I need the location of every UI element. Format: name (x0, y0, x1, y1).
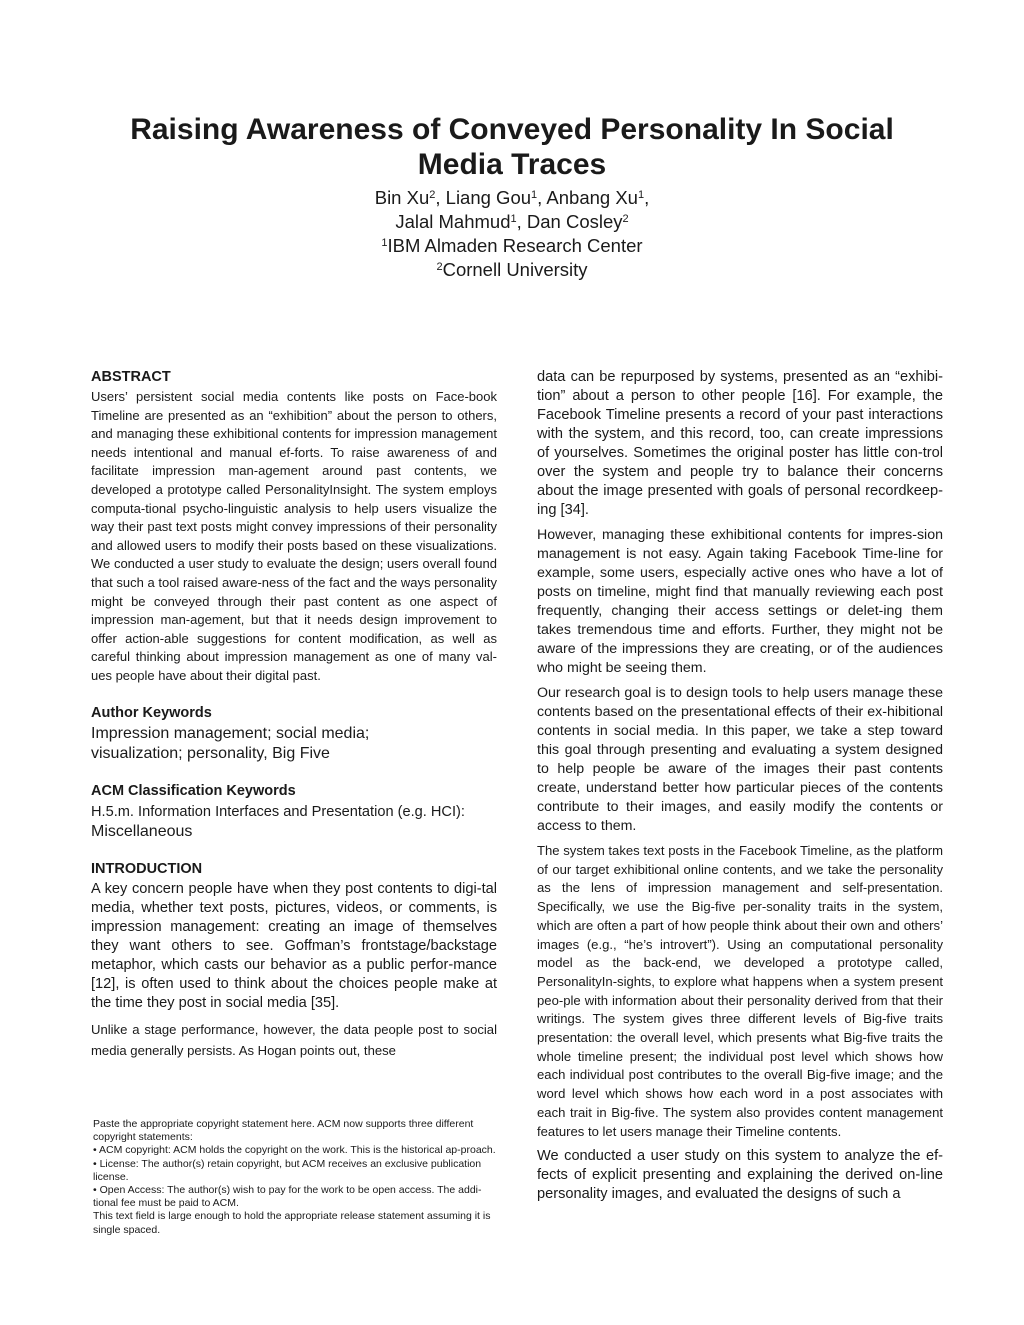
author-keywords-line-2: visualization; personality, Big Five (91, 744, 330, 762)
acm-classification-line-1: H.5.m. Information Interfaces and Presentation (e.g. HCI): (91, 803, 465, 820)
introduction-paragraph-1: A key concern people have when they post contents to digi-tal media, whether text posts, pictures, videos, or comments, is impression management: creating an image of themselves they want others to see. Goffman’s frontstage/backstage metaphor, which casts our behavior as a public perfor-mance [12], is often used to think about the choices people make at the time they post in social media [35]. (91, 880, 497, 1011)
body-paragraph-5: We conducted a user study on this system to analyze the ef-fects of explicit presenting and explaining the derived on-line personality images, and evaluated the designs of such a (537, 1148, 943, 1203)
copyright-item: • License: The author(s) retain copyright, but ACM receives an exclusive publication license. (93, 1157, 482, 1183)
affiliation-2 (90, 258, 934, 282)
body-paragraph-4: The system takes text posts in the Facebook Timeline, as the platform of our target exhibitional online contents, and we take the personality as the lens of impression management and self-presentation. Specifically, we use the Big-five per-sonality traits in the system, which are often a part of how people think about their own and others’ images (e.g., “he’s introvert”). Using an computational personality model as the back-end, we developed a prototype called, PersonalityIn-sights, to explore what happens when a system present peo-ple with information about their personality derived from that their writings. The system gives three different levels of Big-five traits presentation: the overall level, which presents what Big-five traits the whole timeline present; the individual post level which shows how each individual post contributes to the overall Big-five image; and the word level which shows how each word in a post associates with each trait in Big-five. The system also provides content management features to let users manage their Timeline contents. (537, 843, 943, 1139)
introduction-heading: INTRODUCTION (91, 860, 203, 877)
author-name: Bin Xu (374, 187, 430, 208)
affiliation-mark: 2 (622, 213, 629, 225)
affiliation-mark: 2 (429, 189, 436, 201)
affiliation-mark: 1 (510, 213, 517, 225)
paper-title: Raising Awareness of Conveyed Personality In Social Media Traces (130, 113, 894, 181)
introduction-paragraph-2: Unlike a stage performance, however, the data people post to social media generally persists. As Hogan points out, these (91, 1021, 497, 1058)
affiliation-name: Cornell University (442, 259, 588, 280)
author-name: Dan Cosley (526, 211, 623, 232)
affiliation-mark: 1 (381, 237, 388, 249)
acm-classification-line-2: Miscellaneous (91, 822, 193, 840)
copyright-item: • Open Access: The author(s) wish to pay for the work to be open access. The addi-tional fee must be paid to ACM. (93, 1184, 482, 1210)
abstract-text: Users’ persistent social media contents like posts on Face-book Timeline are presented as an “exhibition” about the person to others, and managing these exhibitional contents for impression management needs intentional and manual ef-forts. To raise awareness of and facilitate impression man-agement around past contents, we developed a prototype called PersonalityInsight. The system employs computa-tional psycho-linguistic analysis to help users visualize the way their past text posts might convey impressions of their personality and allowed users to modify their posts based on these visualizations. We conducted a user study to evaluate the design; users overall found that such a tool raised aware-ness of the fact and the ways personality might be conveyed through their past content as one aspect of impression man-agement, but that it needs design improvement to offer action-able suggestions for content modification, as well as careful thinking about impression management as one of many val-ues people have about their digital past. (91, 389, 497, 683)
affiliation-mark: 2 (436, 261, 443, 273)
copyright-outro: This text field is large enough to hold the appropriate release statement assuming it is single spaced. (93, 1210, 491, 1236)
author-keywords-line-1: Impression management; social media; (91, 724, 370, 742)
author-block (90, 186, 934, 282)
author-name: Liang Gou (445, 187, 532, 208)
body-paragraph-3: Our research goal is to design tools to help users manage these contents based on the presentational effects of their ex-hibitional contents in social media. In this paper, we take a step toward this goal through presenting and evaluating a system designed to help people be aware of the images their past contents create, understand better how particular pieces of the contents contribute to their images, and easily modify the contents or access to them. (537, 685, 943, 834)
author-line-1: Bin Xu$^2$, Liang Gou$^1$, Anbang Xu$^1$, (374, 187, 650, 208)
author-keywords-heading: Author Keywords (91, 704, 212, 721)
copyright-notice (93, 1118, 499, 1237)
author-name: Anbang Xu (546, 187, 638, 208)
left-column (91, 368, 497, 1067)
author-name: Jalal Mahmud (395, 211, 511, 232)
affiliation-mark: 1 (531, 189, 538, 201)
copyright-intro: Paste the appropriate copyright statement here. ACM now supports three different copyright statements: (93, 1118, 474, 1144)
copyright-item: • ACM copyright: ACM holds the copyright on the work. This is the historical ap-proach. (93, 1144, 496, 1157)
body-paragraph-1: data can be repurposed by systems, presented as an “exhibi-tion” about a person to other people [16]. For example, the Facebook Timeline presents a record of your past interactions with the system, and this record, too, can create impressions of yourselves. Sometimes the original poster has little con-trol over the system and people try to balance their concerns about the image presented with goals of personal recordkeep-ing [34]. (537, 369, 943, 518)
affiliation-1 (90, 234, 934, 258)
affiliation-mark: 1 (637, 189, 645, 201)
right-column (537, 368, 943, 1210)
affiliation-name: IBM Almaden Research Center (387, 235, 643, 256)
abstract-heading: ABSTRACT (91, 369, 171, 385)
author-line-2: Jalal Mahmud$^1$, Dan Cosley$^2$ (395, 211, 629, 232)
body-paragraph-2: However, managing these exhibitional contents for impres-sion management is not easy. Again taking Facebook Time-line for example, some users, especially active ones who have a lot of posts on timeline, might find that manually reviewing each post frequently, changing their access settings or delet-ing them takes tremendous time and efforts. Further, they might not be aware of the impressions they are creating, or of the audiences who might be seeing them. (537, 527, 943, 676)
acm-classification-heading: ACM Classification Keywords (91, 782, 296, 799)
